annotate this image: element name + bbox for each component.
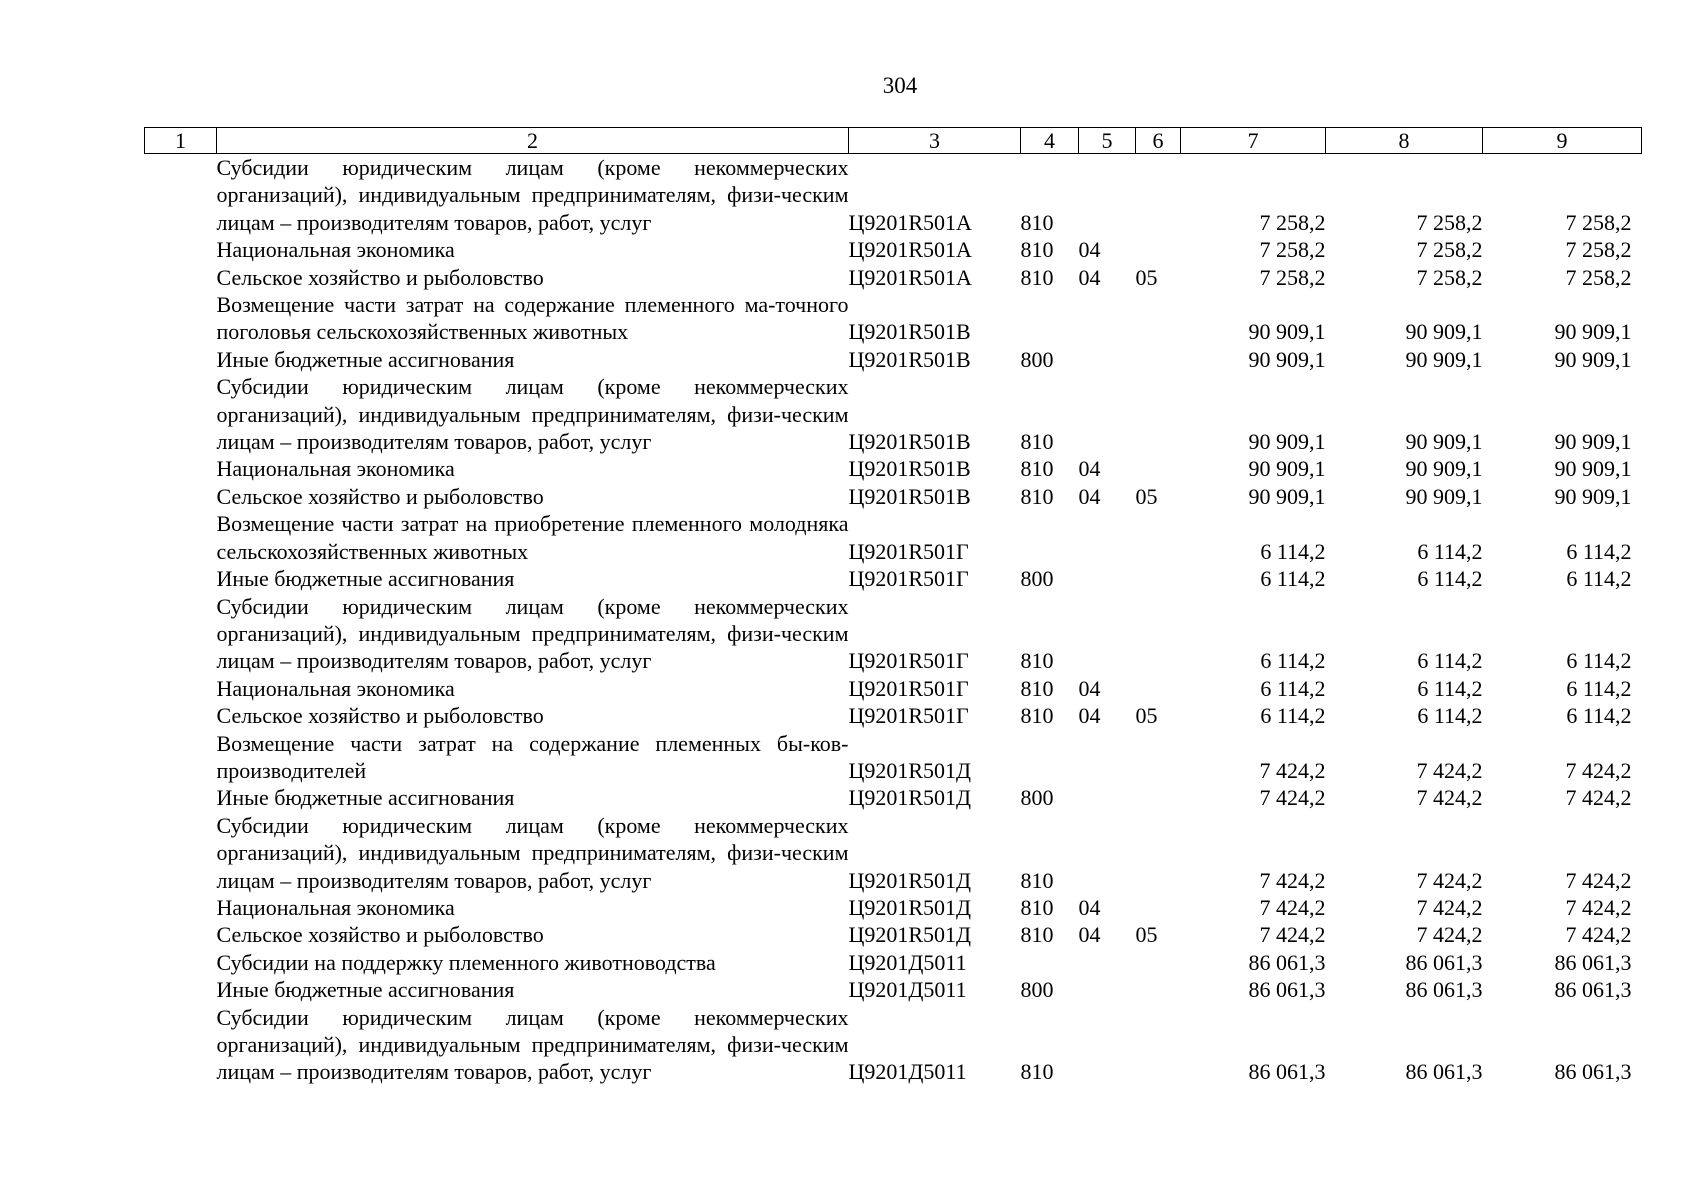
- blank: [145, 1004, 217, 1086]
- table-row: [145, 373, 1642, 455]
- section-code: [1079, 949, 1136, 976]
- subsection-code: [1136, 949, 1181, 976]
- target-code: Ц9201R501Д: [848, 894, 972, 920]
- section-code: [1079, 593, 1136, 675]
- target-code: Ц9201Д5011: [848, 949, 967, 975]
- table-row: [145, 702, 1642, 729]
- row-name: Сельское хозяйство и рыболовство: [216, 703, 544, 729]
- subsection-code: [1136, 730, 1181, 785]
- target-code: Ц9201R501Г: [848, 648, 969, 674]
- blank: [145, 565, 217, 592]
- amount-col-8: 7 258,2: [1416, 264, 1483, 290]
- amount-col-9: 90 909,1: [1554, 429, 1632, 455]
- target-code: Ц9201R501Д: [848, 757, 972, 783]
- target-code: Ц9201R501Д: [848, 867, 972, 893]
- section-code: 04: [1078, 237, 1101, 263]
- amount-col-9: 7 424,2: [1565, 785, 1632, 811]
- amount-col-8: 7 424,2: [1416, 894, 1483, 920]
- amount-col-7: 90 909,1: [1248, 319, 1326, 345]
- blank: [145, 483, 217, 510]
- expense-type-code: 800: [1020, 977, 1054, 1003]
- table-row: [145, 1004, 1642, 1086]
- amount-col-9: 6 114,2: [1566, 703, 1632, 729]
- section-code: 04: [1078, 456, 1101, 482]
- section-code: [1079, 1004, 1136, 1086]
- expense-type-code: 810: [1020, 648, 1054, 674]
- amount-col-9: 90 909,1: [1554, 346, 1632, 372]
- subsection-code: [1136, 784, 1181, 811]
- table-row: [145, 675, 1642, 702]
- header-row: [145, 128, 1642, 154]
- section-code: [1079, 976, 1136, 1003]
- amount-col-7: 7 424,2: [1259, 757, 1326, 783]
- target-code: Ц9201R501Д: [848, 785, 972, 811]
- target-code: Ц9201R501Г: [848, 703, 969, 729]
- subsection-code: [1136, 976, 1181, 1003]
- expense-type-code: 810: [1020, 675, 1054, 701]
- amount-col-9: 6 114,2: [1566, 538, 1632, 564]
- amount-col-7: 7 424,2: [1259, 785, 1326, 811]
- amount-col-7: 90 909,1: [1248, 346, 1326, 372]
- amount-col-9: 90 909,1: [1554, 483, 1632, 509]
- amount-col-8: 6 114,2: [1417, 648, 1483, 674]
- section-code: [1079, 730, 1136, 785]
- amount-col-8: 6 114,2: [1417, 703, 1483, 729]
- subsection-code: [1136, 812, 1181, 894]
- section-code: [1079, 812, 1136, 894]
- target-code: Ц9201R501А: [848, 264, 972, 290]
- section-code: 04: [1078, 922, 1101, 948]
- subsection-code: [1136, 154, 1181, 237]
- row-name: Сельское хозяйство и рыболовство: [216, 922, 544, 948]
- section-code: [1079, 291, 1136, 346]
- target-code: Ц9201Д5011: [848, 1059, 967, 1085]
- amount-col-7: 90 909,1: [1248, 483, 1326, 509]
- blank: [145, 730, 217, 785]
- row-name: Субсидии юридическим лицам (кроме некоммерческих организаций), индивидуальным предпринимателям, физи-ческим лицам – производителям товаров, работ, услуг: [216, 155, 849, 235]
- amount-col-8: 90 909,1: [1405, 429, 1483, 455]
- amount-col-8: 90 909,1: [1405, 483, 1483, 509]
- blank: [145, 894, 217, 921]
- expense-type-code: 810: [1020, 237, 1054, 263]
- amount-col-8: 7 258,2: [1416, 237, 1483, 263]
- expense-type-code: 800: [1020, 566, 1054, 592]
- blank: [145, 373, 217, 455]
- amount-col-8: 86 061,3: [1405, 949, 1483, 975]
- target-code: Ц9201R501Г: [848, 538, 969, 564]
- amount-col-8: 7 258,2: [1416, 209, 1483, 235]
- amount-col-7: 7 258,2: [1259, 209, 1326, 235]
- blank: [145, 236, 217, 263]
- table-row: [145, 894, 1642, 921]
- target-code: Ц9201Д5011: [848, 977, 967, 1003]
- amount-col-7: 86 061,3: [1248, 977, 1326, 1003]
- expense-type-code: [1021, 291, 1079, 346]
- target-code: Ц9201R501В: [848, 319, 971, 345]
- expense-type-code: 810: [1020, 922, 1054, 948]
- row-name: Субсидии на поддержку племенного животноводства: [216, 949, 716, 975]
- section-code: [1079, 565, 1136, 592]
- column-header: 1: [145, 128, 217, 154]
- table-row: [145, 565, 1642, 592]
- table-row: [145, 949, 1642, 976]
- section-code: 04: [1078, 483, 1101, 509]
- target-code: Ц9201R501А: [848, 237, 972, 263]
- row-name: Национальная экономика: [216, 456, 455, 482]
- row-name: Иные бюджетные ассигнования: [216, 785, 515, 811]
- target-code: Ц9201R501В: [848, 483, 971, 509]
- column-header: 8: [1326, 128, 1483, 154]
- subsection-code: [1136, 291, 1181, 346]
- section-code: [1079, 784, 1136, 811]
- subsection-code: [1136, 1004, 1181, 1086]
- blank: [145, 346, 217, 373]
- amount-col-7: 6 114,2: [1260, 703, 1326, 729]
- amount-col-7: 7 258,2: [1259, 264, 1326, 290]
- amount-col-8: 86 061,3: [1405, 1059, 1483, 1085]
- expense-type-code: 800: [1020, 346, 1054, 372]
- amount-col-8: 90 909,1: [1405, 456, 1483, 482]
- amount-col-9: 6 114,2: [1566, 566, 1632, 592]
- amount-col-7: 86 061,3: [1248, 949, 1326, 975]
- row-name: Национальная экономика: [216, 675, 455, 701]
- table-row: [145, 510, 1642, 565]
- subsection-code: 05: [1135, 703, 1158, 729]
- target-code: Ц9201R501В: [848, 346, 971, 372]
- row-name: Иные бюджетные ассигнования: [216, 977, 515, 1003]
- subsection-code: [1136, 236, 1181, 263]
- subsection-code: [1136, 565, 1181, 592]
- amount-col-9: 7 258,2: [1565, 209, 1632, 235]
- row-name: Возмещение части затрат на приобретение племенного молодняка сельскохозяйственных животных: [216, 511, 849, 564]
- expense-type-code: 800: [1020, 785, 1054, 811]
- amount-col-9: 86 061,3: [1554, 977, 1632, 1003]
- amount-col-8: 90 909,1: [1405, 346, 1483, 372]
- subsection-code: [1136, 894, 1181, 921]
- subsection-code: [1136, 373, 1181, 455]
- amount-col-9: 90 909,1: [1554, 319, 1632, 345]
- subsection-code: 05: [1135, 264, 1158, 290]
- expense-type-code: 810: [1020, 1059, 1054, 1085]
- amount-col-7: 7 424,2: [1259, 922, 1326, 948]
- amount-col-9: 6 114,2: [1566, 648, 1632, 674]
- amount-col-7: 6 114,2: [1260, 538, 1326, 564]
- blank: [145, 154, 217, 237]
- subsection-code: [1136, 346, 1181, 373]
- table-row: [145, 264, 1642, 291]
- expense-type-code: 810: [1020, 264, 1054, 290]
- expense-type-code: [1021, 949, 1079, 976]
- table-row: [145, 154, 1642, 237]
- amount-col-7: 6 114,2: [1260, 566, 1326, 592]
- table-row: [145, 784, 1642, 811]
- target-code: Ц9201R501В: [848, 429, 971, 455]
- blank: [145, 976, 217, 1003]
- target-code: Ц9201R501В: [848, 456, 971, 482]
- blank: [145, 291, 217, 346]
- budget-table: [144, 127, 1642, 1086]
- section-code: 04: [1078, 675, 1101, 701]
- expense-type-code: [1021, 510, 1079, 565]
- blank: [145, 593, 217, 675]
- row-name: Субсидии юридическим лицам (кроме некоммерческих организаций), индивидуальным предпринимателям, физи-ческим лицам – производителям товаров, работ, услуг: [216, 593, 849, 674]
- column-header: 2: [217, 128, 849, 154]
- blank: [145, 675, 217, 702]
- section-code: 04: [1078, 703, 1101, 729]
- table-row: [145, 976, 1642, 1003]
- amount-col-7: 6 114,2: [1260, 648, 1326, 674]
- amount-col-8: 90 909,1: [1405, 319, 1483, 345]
- amount-col-7: 7 424,2: [1259, 867, 1326, 893]
- row-name: Иные бюджетные ассигнования: [216, 566, 515, 592]
- column-header: 9: [1483, 128, 1642, 154]
- amount-col-9: 86 061,3: [1554, 949, 1632, 975]
- row-name: Иные бюджетные ассигнования: [216, 346, 515, 372]
- column-header: 6: [1136, 128, 1181, 154]
- section-code: 04: [1078, 894, 1101, 920]
- section-code: [1079, 510, 1136, 565]
- expense-type-code: 810: [1020, 703, 1054, 729]
- subsection-code: 05: [1135, 922, 1158, 948]
- section-code: [1079, 373, 1136, 455]
- column-header: 7: [1181, 128, 1326, 154]
- table-row: [145, 483, 1642, 510]
- table-row: [145, 812, 1642, 894]
- expense-type-code: 810: [1020, 456, 1054, 482]
- table-row: [145, 593, 1642, 675]
- amount-col-7: 7 424,2: [1259, 894, 1326, 920]
- amount-col-8: 6 114,2: [1417, 566, 1483, 592]
- amount-col-7: 90 909,1: [1248, 456, 1326, 482]
- amount-col-7: 86 061,3: [1248, 1059, 1326, 1085]
- column-header: 4: [1021, 128, 1079, 154]
- table-row: [145, 455, 1642, 482]
- amount-col-9: 7 424,2: [1565, 922, 1632, 948]
- amount-col-8: 7 424,2: [1416, 785, 1483, 811]
- table-row: [145, 291, 1642, 346]
- row-name: Возмещение части затрат на содержание племенного ма-точного поголовья сельскохозяйственных животных: [216, 292, 849, 345]
- row-name: Национальная экономика: [216, 894, 455, 920]
- blank: [145, 455, 217, 482]
- blank: [145, 784, 217, 811]
- blank: [145, 510, 217, 565]
- blank: [145, 949, 217, 976]
- row-name: Субсидии юридическим лицам (кроме некоммерческих организаций), индивидуальным предпринимателям, физи-ческим лицам – производителям товаров, работ, услуг: [216, 374, 849, 455]
- amount-col-9: 90 909,1: [1554, 456, 1632, 482]
- row-name: Сельское хозяйство и рыболовство: [216, 264, 544, 290]
- expense-type-code: 810: [1020, 894, 1054, 920]
- amount-col-8: 7 424,2: [1416, 922, 1483, 948]
- table-body: [145, 154, 1642, 1086]
- row-name: Субсидии юридическим лицам (кроме некоммерческих организаций), индивидуальным предпринимателям, физи-ческим лицам – производителям товаров, работ, услуг: [216, 812, 849, 893]
- blank: [145, 264, 217, 291]
- amount-col-9: 7 424,2: [1565, 867, 1632, 893]
- subsection-code: [1136, 675, 1181, 702]
- amount-col-8: 6 114,2: [1417, 538, 1483, 564]
- table-row: [145, 921, 1642, 948]
- amount-col-8: 86 061,3: [1405, 977, 1483, 1003]
- subsection-code: [1136, 510, 1181, 565]
- table-row: [145, 346, 1642, 373]
- amount-col-7: 7 258,2: [1259, 237, 1326, 263]
- expense-type-code: 810: [1020, 483, 1054, 509]
- section-code: 04: [1078, 264, 1101, 290]
- row-name: Возмещение части затрат на содержание племенных бы-ков-производителей: [216, 730, 849, 783]
- amount-col-8: 7 424,2: [1416, 867, 1483, 893]
- table-row: [145, 236, 1642, 263]
- target-code: Ц9201R501Г: [848, 566, 969, 592]
- amount-col-9: 7 258,2: [1565, 264, 1632, 290]
- subsection-code: [1136, 455, 1181, 482]
- amount-col-9: 86 061,3: [1554, 1059, 1632, 1085]
- amount-col-9: 6 114,2: [1566, 675, 1632, 701]
- expense-type-code: 810: [1020, 209, 1054, 235]
- column-header: 5: [1079, 128, 1136, 154]
- row-name: Сельское хозяйство и рыболовство: [216, 483, 544, 509]
- page-number: 304: [882, 73, 918, 98]
- blank: [145, 921, 217, 948]
- amount-col-8: 7 424,2: [1416, 757, 1483, 783]
- row-name: Национальная экономика: [216, 237, 455, 263]
- blank: [145, 812, 217, 894]
- expense-type-code: 810: [1020, 429, 1054, 455]
- target-code: Ц9201R501Г: [848, 675, 969, 701]
- amount-col-9: 7 424,2: [1565, 894, 1632, 920]
- amount-col-7: 90 909,1: [1248, 429, 1326, 455]
- blank: [145, 702, 217, 729]
- expense-type-code: [1021, 730, 1079, 785]
- amount-col-7: 6 114,2: [1260, 675, 1326, 701]
- row-name: Субсидии юридическим лицам (кроме некоммерческих организаций), индивидуальным предпринимателям, физи-ческим лицам – производителям товаров, работ, услуг: [216, 1004, 849, 1085]
- section-code: [1079, 346, 1136, 373]
- table-row: [145, 730, 1642, 785]
- subsection-code: 05: [1135, 483, 1158, 509]
- expense-type-code: 810: [1020, 867, 1054, 893]
- target-code: Ц9201R501Д: [848, 922, 972, 948]
- amount-col-9: 7 424,2: [1565, 757, 1632, 783]
- amount-col-9: 7 258,2: [1565, 237, 1632, 263]
- column-header: 3: [849, 128, 1021, 154]
- target-code: Ц9201R501А: [848, 209, 972, 235]
- section-code: [1079, 154, 1136, 237]
- subsection-code: [1136, 593, 1181, 675]
- amount-col-8: 6 114,2: [1417, 675, 1483, 701]
